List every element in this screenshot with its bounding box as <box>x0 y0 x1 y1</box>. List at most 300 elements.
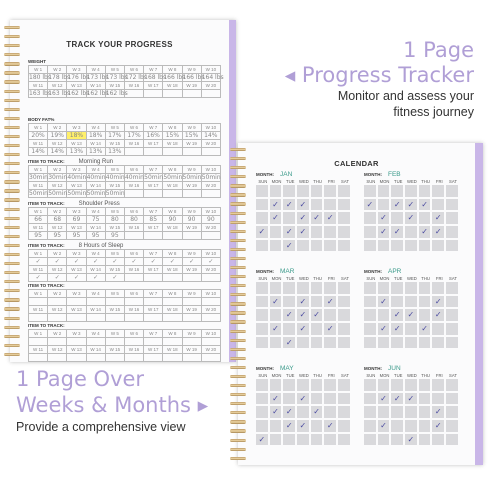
tracker-value[interactable]: 14% <box>201 132 220 140</box>
day-cell[interactable] <box>256 282 268 294</box>
day-cell[interactable]: ✓ <box>297 296 309 308</box>
day-cell[interactable] <box>338 226 350 238</box>
day-cell[interactable] <box>297 185 309 197</box>
day-cell[interactable] <box>419 185 431 197</box>
day-cell[interactable] <box>378 199 390 211</box>
day-cell[interactable] <box>432 199 444 211</box>
day-cell[interactable] <box>311 393 323 405</box>
day-cell[interactable] <box>324 337 336 349</box>
day-cell[interactable] <box>419 309 431 321</box>
day-cell[interactable] <box>405 337 417 349</box>
day-cell[interactable]: ✓ <box>256 434 268 446</box>
tracker-value[interactable] <box>163 190 182 198</box>
day-cell[interactable]: ✓ <box>311 309 323 321</box>
day-cell[interactable] <box>256 393 268 405</box>
day-cell[interactable] <box>419 337 431 349</box>
tracker-value[interactable]: ✓ <box>201 258 220 266</box>
day-cell[interactable] <box>338 199 350 211</box>
day-cell[interactable]: ✓ <box>311 212 323 224</box>
tracker-value[interactable]: 18% <box>86 132 105 140</box>
tracker-value[interactable]: 15% <box>182 132 201 140</box>
day-cell[interactable] <box>256 420 268 432</box>
day-cell[interactable] <box>432 393 444 405</box>
tracker-value[interactable]: 176 lbs <box>67 74 90 81</box>
tracker-value[interactable]: ✓ <box>86 274 105 282</box>
day-cell[interactable] <box>419 434 431 446</box>
day-cell[interactable] <box>391 434 403 446</box>
day-cell[interactable] <box>270 185 282 197</box>
day-cell[interactable]: ✓ <box>270 199 282 211</box>
day-cell[interactable] <box>378 406 390 418</box>
day-cell[interactable]: ✓ <box>405 212 417 224</box>
tracker-value[interactable]: 95 <box>48 232 67 240</box>
day-cell[interactable] <box>391 420 403 432</box>
day-cell[interactable] <box>364 434 376 446</box>
tracker-value[interactable]: 172 lbs <box>124 74 147 81</box>
day-cell[interactable] <box>446 282 458 294</box>
day-cell[interactable] <box>324 379 336 391</box>
day-cell[interactable]: ✓ <box>391 393 403 405</box>
day-cell[interactable]: ✓ <box>324 212 336 224</box>
day-cell[interactable]: ✓ <box>378 226 390 238</box>
day-cell[interactable]: ✓ <box>432 296 444 308</box>
tracker-value[interactable]: 90 <box>201 216 220 224</box>
day-cell[interactable] <box>283 393 295 405</box>
tracker-value[interactable]: 166 lbs <box>182 74 205 81</box>
day-cell[interactable]: ✓ <box>391 323 403 335</box>
day-cell[interactable]: ✓ <box>283 406 295 418</box>
day-cell[interactable] <box>432 337 444 349</box>
tracker-value[interactable] <box>182 274 201 282</box>
day-cell[interactable] <box>405 240 417 252</box>
day-cell[interactable]: ✓ <box>324 323 336 335</box>
day-cell[interactable] <box>378 185 390 197</box>
day-cell[interactable] <box>256 309 268 321</box>
day-cell[interactable] <box>338 434 350 446</box>
tracker-value[interactable]: 17% <box>124 132 143 140</box>
day-cell[interactable] <box>446 185 458 197</box>
day-cell[interactable] <box>324 282 336 294</box>
day-cell[interactable] <box>338 240 350 252</box>
tracker-value[interactable] <box>67 338 86 346</box>
tracker-value[interactable]: 164 lbs <box>201 74 224 81</box>
tracker-value[interactable]: 13% <box>105 148 124 156</box>
day-cell[interactable]: ✓ <box>283 420 295 432</box>
day-cell[interactable]: ✓ <box>391 309 403 321</box>
tracker-value[interactable] <box>182 232 201 240</box>
day-cell[interactable] <box>446 240 458 252</box>
day-cell[interactable]: ✓ <box>391 199 403 211</box>
tracker-value[interactable]: ✓ <box>105 274 124 282</box>
tracker-value[interactable]: 50min <box>86 190 106 197</box>
day-cell[interactable] <box>338 393 350 405</box>
tracker-value[interactable] <box>163 90 182 98</box>
tracker-value[interactable]: 15% <box>163 132 182 140</box>
tracker-value[interactable] <box>86 314 105 322</box>
day-cell[interactable] <box>378 240 390 252</box>
tracker-value[interactable]: 168 lbs <box>144 74 167 81</box>
day-cell[interactable]: ✓ <box>297 199 309 211</box>
tracker-value[interactable] <box>67 298 86 306</box>
tracker-value[interactable]: 50min <box>48 190 68 197</box>
tracker-value[interactable]: 20% <box>29 132 48 140</box>
tracker-value[interactable]: 50min <box>105 190 125 197</box>
tracker-value[interactable] <box>105 298 124 306</box>
day-cell[interactable]: ✓ <box>270 212 282 224</box>
tracker-value[interactable]: 50min <box>182 174 202 181</box>
day-cell[interactable] <box>311 282 323 294</box>
day-cell[interactable] <box>270 282 282 294</box>
day-cell[interactable] <box>297 240 309 252</box>
day-cell[interactable] <box>432 282 444 294</box>
day-cell[interactable]: ✓ <box>378 420 390 432</box>
day-cell[interactable] <box>270 420 282 432</box>
day-cell[interactable]: ✓ <box>324 420 336 432</box>
day-cell[interactable] <box>419 393 431 405</box>
day-cell[interactable] <box>405 379 417 391</box>
day-cell[interactable] <box>338 185 350 197</box>
tracker-value[interactable]: 16% <box>144 132 163 140</box>
tracker-value[interactable] <box>163 232 182 240</box>
day-cell[interactable]: ✓ <box>419 199 431 211</box>
day-cell[interactable] <box>364 393 376 405</box>
day-cell[interactable] <box>324 393 336 405</box>
day-cell[interactable] <box>419 406 431 418</box>
day-cell[interactable] <box>405 420 417 432</box>
day-cell[interactable] <box>311 337 323 349</box>
day-cell[interactable]: ✓ <box>283 309 295 321</box>
day-cell[interactable]: ✓ <box>432 406 444 418</box>
day-cell[interactable]: ✓ <box>270 296 282 308</box>
tracker-value[interactable]: ✓ <box>67 274 86 282</box>
tracker-value[interactable] <box>86 354 105 362</box>
tracker-value[interactable]: 50min <box>144 174 164 181</box>
tracker-value[interactable] <box>201 90 220 98</box>
day-cell[interactable] <box>311 199 323 211</box>
day-cell[interactable]: ✓ <box>419 226 431 238</box>
tracker-value[interactable]: ✓ <box>67 258 86 266</box>
day-cell[interactable] <box>311 185 323 197</box>
tracker-value[interactable] <box>144 338 163 346</box>
day-cell[interactable]: ✓ <box>405 309 417 321</box>
day-cell[interactable] <box>364 240 376 252</box>
day-cell[interactable] <box>446 420 458 432</box>
day-cell[interactable]: ✓ <box>378 212 390 224</box>
tracker-value[interactable] <box>29 354 48 362</box>
day-cell[interactable] <box>283 185 295 197</box>
tracker-value[interactable] <box>29 298 48 306</box>
tracker-value[interactable] <box>144 274 163 282</box>
day-cell[interactable] <box>432 379 444 391</box>
tracker-value[interactable]: ✓ <box>29 258 48 266</box>
tracker-value[interactable] <box>144 354 163 362</box>
tracker-value[interactable] <box>201 354 220 362</box>
tracker-value[interactable]: 162 lbs <box>67 90 90 97</box>
tracker-value[interactable]: 40min <box>86 174 106 181</box>
day-cell[interactable]: ✓ <box>297 323 309 335</box>
day-cell[interactable] <box>446 393 458 405</box>
day-cell[interactable]: ✓ <box>283 337 295 349</box>
tracker-value[interactable]: ✓ <box>86 258 105 266</box>
tracker-value[interactable] <box>182 90 201 98</box>
tracker-value[interactable] <box>86 338 105 346</box>
day-cell[interactable] <box>419 240 431 252</box>
tracker-value[interactable]: 66 <box>29 216 48 224</box>
day-cell[interactable] <box>270 226 282 238</box>
day-cell[interactable]: ✓ <box>364 199 376 211</box>
tracker-value[interactable]: 19% <box>48 132 67 140</box>
tracker-value[interactable] <box>144 90 163 98</box>
day-cell[interactable]: ✓ <box>405 434 417 446</box>
day-cell[interactable] <box>324 185 336 197</box>
day-cell[interactable]: ✓ <box>256 226 268 238</box>
tracker-value[interactable] <box>29 314 48 322</box>
tracker-value[interactable]: ✓ <box>124 258 143 266</box>
day-cell[interactable]: ✓ <box>270 323 282 335</box>
tracker-value[interactable]: 173 lbs <box>105 74 128 81</box>
day-cell[interactable]: ✓ <box>432 226 444 238</box>
day-cell[interactable] <box>391 240 403 252</box>
day-cell[interactable] <box>378 379 390 391</box>
day-cell[interactable]: ✓ <box>419 323 431 335</box>
tracker-value[interactable] <box>163 338 182 346</box>
day-cell[interactable] <box>256 406 268 418</box>
day-cell[interactable] <box>405 406 417 418</box>
day-cell[interactable] <box>283 434 295 446</box>
tracker-value[interactable]: 40min <box>105 174 125 181</box>
tracker-value[interactable] <box>201 338 220 346</box>
tracker-value[interactable]: ✓ <box>144 258 163 266</box>
day-cell[interactable] <box>338 282 350 294</box>
day-cell[interactable] <box>270 240 282 252</box>
day-cell[interactable]: ✓ <box>283 199 295 211</box>
tracker-value[interactable] <box>182 190 201 198</box>
tracker-value[interactable] <box>124 190 143 198</box>
day-cell[interactable] <box>311 323 323 335</box>
day-cell[interactable]: ✓ <box>297 309 309 321</box>
day-cell[interactable] <box>311 379 323 391</box>
day-cell[interactable]: ✓ <box>391 226 403 238</box>
tracker-value[interactable] <box>124 338 143 346</box>
day-cell[interactable] <box>364 226 376 238</box>
tracker-value[interactable]: 80 <box>105 216 124 224</box>
day-cell[interactable] <box>432 434 444 446</box>
day-cell[interactable] <box>446 212 458 224</box>
day-cell[interactable] <box>283 323 295 335</box>
day-cell[interactable] <box>419 282 431 294</box>
day-cell[interactable]: ✓ <box>297 212 309 224</box>
day-cell[interactable] <box>338 337 350 349</box>
tracker-value[interactable]: 17% <box>105 132 124 140</box>
day-cell[interactable] <box>378 337 390 349</box>
day-cell[interactable] <box>378 309 390 321</box>
day-cell[interactable] <box>311 240 323 252</box>
tracker-value[interactable] <box>29 338 48 346</box>
day-cell[interactable] <box>324 406 336 418</box>
tracker-value[interactable]: 13% <box>86 148 105 156</box>
tracker-value[interactable] <box>201 274 220 282</box>
day-cell[interactable] <box>338 406 350 418</box>
day-cell[interactable] <box>446 379 458 391</box>
day-cell[interactable] <box>446 296 458 308</box>
tracker-value[interactable] <box>48 298 67 306</box>
day-cell[interactable] <box>256 337 268 349</box>
day-cell[interactable] <box>419 212 431 224</box>
day-cell[interactable] <box>391 185 403 197</box>
day-cell[interactable]: ✓ <box>378 323 390 335</box>
tracker-value[interactable]: 13% <box>67 148 86 156</box>
tracker-value[interactable] <box>182 338 201 346</box>
day-cell[interactable] <box>270 309 282 321</box>
tracker-value[interactable] <box>163 298 182 306</box>
tracker-value[interactable]: 18% <box>67 132 86 140</box>
tracker-value[interactable] <box>124 314 143 322</box>
tracker-value[interactable] <box>124 148 143 156</box>
day-cell[interactable] <box>446 337 458 349</box>
day-cell[interactable] <box>364 296 376 308</box>
day-cell[interactable] <box>364 212 376 224</box>
tracker-value[interactable] <box>144 314 163 322</box>
day-cell[interactable] <box>256 240 268 252</box>
tracker-value[interactable]: 50min <box>163 174 183 181</box>
day-cell[interactable] <box>419 296 431 308</box>
day-cell[interactable] <box>364 309 376 321</box>
day-cell[interactable] <box>256 296 268 308</box>
tracker-value[interactable]: 40min <box>124 174 144 181</box>
tracker-value[interactable]: ✓ <box>48 258 67 266</box>
day-cell[interactable] <box>432 240 444 252</box>
tracker-value[interactable] <box>201 148 220 156</box>
day-cell[interactable]: ✓ <box>270 406 282 418</box>
tracker-value[interactable] <box>201 314 220 322</box>
day-cell[interactable] <box>324 309 336 321</box>
day-cell[interactable] <box>419 379 431 391</box>
day-cell[interactable] <box>432 323 444 335</box>
tracker-value[interactable]: 166 lbs <box>163 74 186 81</box>
day-cell[interactable] <box>419 420 431 432</box>
day-cell[interactable]: ✓ <box>405 393 417 405</box>
day-cell[interactable] <box>364 406 376 418</box>
tracker-value[interactable]: 40min <box>67 174 87 181</box>
day-cell[interactable] <box>391 379 403 391</box>
tracker-value[interactable] <box>144 190 163 198</box>
day-cell[interactable] <box>405 226 417 238</box>
tracker-value[interactable]: 162 lbs <box>105 90 128 97</box>
tracker-value[interactable] <box>201 190 220 198</box>
day-cell[interactable] <box>338 296 350 308</box>
tracker-value[interactable]: ✓ <box>29 274 48 282</box>
day-cell[interactable] <box>270 337 282 349</box>
day-cell[interactable] <box>446 226 458 238</box>
day-cell[interactable] <box>311 226 323 238</box>
tracker-value[interactable] <box>163 354 182 362</box>
tracker-value[interactable] <box>182 148 201 156</box>
tracker-value[interactable]: 30min <box>29 174 48 181</box>
day-cell[interactable] <box>446 199 458 211</box>
tracker-value[interactable]: 14% <box>48 148 67 156</box>
day-cell[interactable] <box>338 379 350 391</box>
day-cell[interactable] <box>283 379 295 391</box>
day-cell[interactable] <box>256 212 268 224</box>
tracker-value[interactable]: 173 lbs <box>86 74 109 81</box>
day-cell[interactable] <box>391 212 403 224</box>
tracker-value[interactable]: 95 <box>105 232 124 240</box>
day-cell[interactable] <box>338 420 350 432</box>
day-cell[interactable] <box>311 434 323 446</box>
day-cell[interactable] <box>256 185 268 197</box>
tracker-value[interactable] <box>48 338 67 346</box>
tracker-value[interactable] <box>105 338 124 346</box>
day-cell[interactable] <box>391 406 403 418</box>
day-cell[interactable]: ✓ <box>432 309 444 321</box>
tracker-value[interactable]: 163 lbs <box>48 90 71 97</box>
day-cell[interactable] <box>405 282 417 294</box>
day-cell[interactable] <box>364 420 376 432</box>
day-cell[interactable]: ✓ <box>378 393 390 405</box>
day-cell[interactable] <box>256 323 268 335</box>
day-cell[interactable] <box>446 406 458 418</box>
tracker-value[interactable] <box>182 354 201 362</box>
day-cell[interactable] <box>446 309 458 321</box>
day-cell[interactable] <box>405 296 417 308</box>
day-cell[interactable] <box>364 379 376 391</box>
day-cell[interactable]: ✓ <box>270 393 282 405</box>
day-cell[interactable] <box>256 379 268 391</box>
tracker-value[interactable]: 90 <box>163 216 182 224</box>
day-cell[interactable] <box>311 296 323 308</box>
day-cell[interactable] <box>283 296 295 308</box>
tracker-value[interactable]: 50min <box>29 190 48 197</box>
day-cell[interactable]: ✓ <box>283 240 295 252</box>
tracker-value[interactable] <box>48 314 67 322</box>
tracker-value[interactable]: ✓ <box>105 258 124 266</box>
tracker-value[interactable]: 80 <box>124 216 143 224</box>
tracker-value[interactable]: 50min <box>67 190 87 197</box>
tracker-value[interactable]: 178 lbs <box>48 74 71 81</box>
day-cell[interactable] <box>446 323 458 335</box>
tracker-value[interactable] <box>67 314 86 322</box>
day-cell[interactable] <box>405 323 417 335</box>
day-cell[interactable]: ✓ <box>405 199 417 211</box>
day-cell[interactable] <box>297 337 309 349</box>
tracker-value[interactable]: 90 <box>182 216 201 224</box>
day-cell[interactable] <box>324 434 336 446</box>
day-cell[interactable] <box>391 337 403 349</box>
tracker-value[interactable] <box>48 354 67 362</box>
tracker-value[interactable] <box>124 354 143 362</box>
tracker-value[interactable]: 180 lbs <box>29 74 51 81</box>
day-cell[interactable]: ✓ <box>297 226 309 238</box>
day-cell[interactable] <box>338 212 350 224</box>
day-cell[interactable] <box>297 434 309 446</box>
tracker-value[interactable]: ✓ <box>48 274 67 282</box>
tracker-value[interactable] <box>163 314 182 322</box>
day-cell[interactable] <box>324 199 336 211</box>
day-cell[interactable] <box>283 282 295 294</box>
day-cell[interactable] <box>297 406 309 418</box>
day-cell[interactable] <box>283 212 295 224</box>
day-cell[interactable] <box>256 199 268 211</box>
tracker-value[interactable] <box>105 314 124 322</box>
tracker-value[interactable]: 75 <box>86 216 105 224</box>
tracker-value[interactable]: 162 lbs <box>86 90 109 97</box>
day-cell[interactable]: ✓ <box>297 393 309 405</box>
tracker-value[interactable] <box>201 298 220 306</box>
day-cell[interactable] <box>270 434 282 446</box>
tracker-value[interactable] <box>182 298 201 306</box>
tracker-value[interactable] <box>201 232 220 240</box>
day-cell[interactable] <box>378 282 390 294</box>
